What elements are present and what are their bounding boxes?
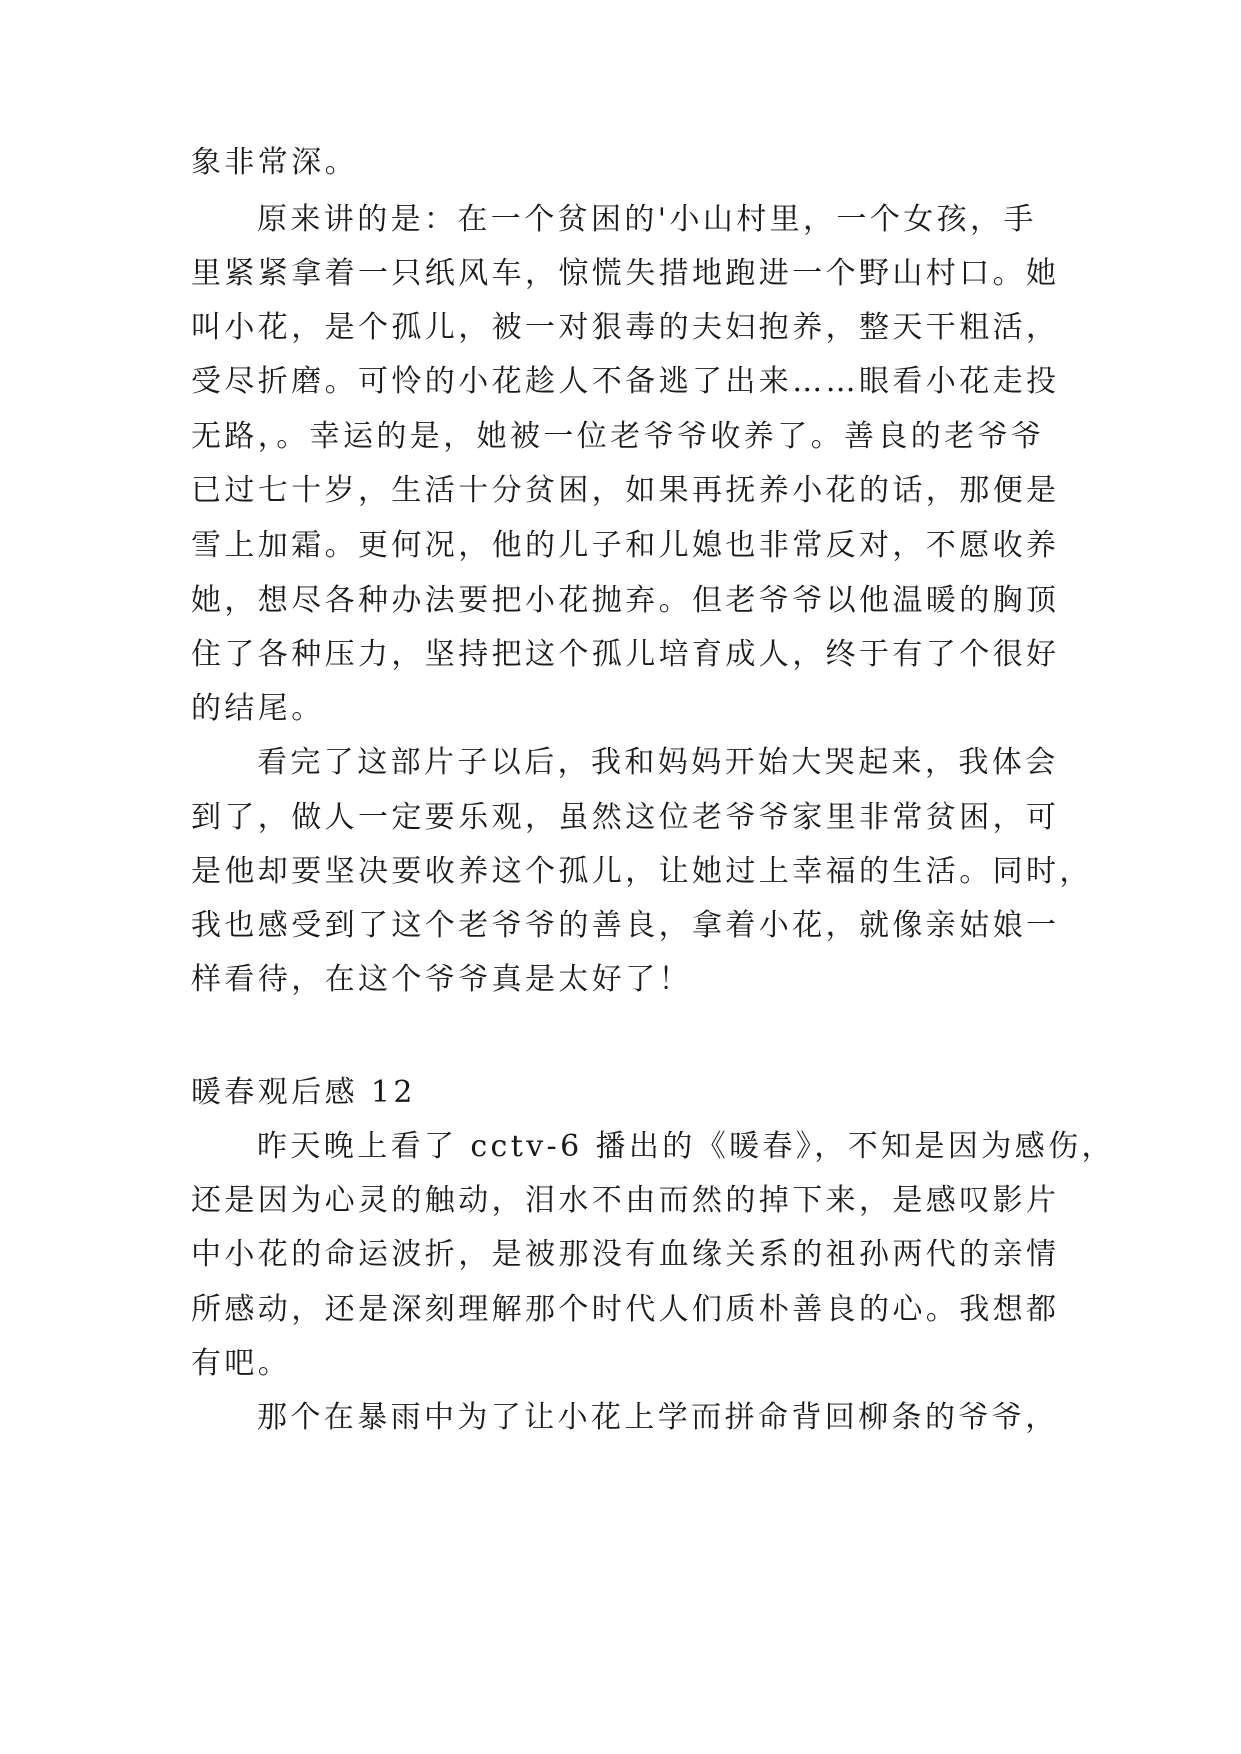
text-line: 叫小花，是个孤儿，被一对狠毒的夫妇抱养，整天干粗活， (191, 310, 1060, 345)
text-line: 那个在暴雨中为了让小花上学而拼命背回柳条的爷爷， (257, 1400, 1059, 1435)
text-line: 受尽折磨。可怜的小花趁人不备逃了出来……眼看小花走投 (191, 364, 1060, 399)
text-line: 还是因为心灵的触动，泪水不由而然的掉下来，是感叹影片 (191, 1183, 1060, 1218)
text-line: 到了，做人一定要乐观，虽然这位老爷爷家里非常贫困，可 (191, 800, 1060, 835)
text-line: 的结尾。 (191, 691, 325, 726)
text-line: 她，想尽各种办法要把小花抛弃。但老爷爷以他温暖的胸顶 (191, 583, 1060, 618)
text-line: 里紧紧拿着一只纸风车，惊慌失措地跑进一个野山村口。她 (191, 256, 1060, 291)
text-line: 原来讲的是：在一个贫困的'小山村里，一个女孩，手 (257, 202, 1037, 237)
text-line: 无路，。幸运的是，她被一位老爷爷收养了。善良的老爷爷 (191, 419, 1045, 454)
text-line: 象非常深。 (191, 145, 358, 180)
text-line: 中小花的命运波折，是被那没有血缘关系的祖孙两代的亲情 (191, 1237, 1060, 1272)
text-line: 我也感受到了这个老爷爷的善良，拿着小花，就像亲姑娘一 (191, 908, 1060, 943)
text-line: 样看待，在这个爷爷真是太好了！ (191, 962, 692, 997)
text-line: 所感动，还是深刻理解那个时代人们质朴善良的心。我想都 (191, 1292, 1060, 1327)
text-line: 住了各种压力，坚持把这个孤儿培育成人，终于有了个很好 (191, 637, 1060, 672)
text-line: 看完了这部片子以后，我和妈妈开始大哭起来，我体会 (257, 745, 1059, 780)
section-heading: 暖春观后感 12 (191, 1075, 416, 1110)
text-line: 有吧。 (191, 1346, 292, 1381)
text-line: 昨天晚上看了 cctv-6 播出的《暖春》，不知是因为感伤， (257, 1129, 1115, 1164)
text-line: 雪上加霜。更何况，他的儿子和儿媳也非常反对，不愿收养 (191, 528, 1060, 563)
text-line: 是他却要坚决要收养这个孤儿，让她过上幸福的生活。同时， (191, 854, 1093, 889)
text-line: 已过七十岁，生活十分贫困，如果再抚养小花的话，那便是 (191, 473, 1060, 508)
